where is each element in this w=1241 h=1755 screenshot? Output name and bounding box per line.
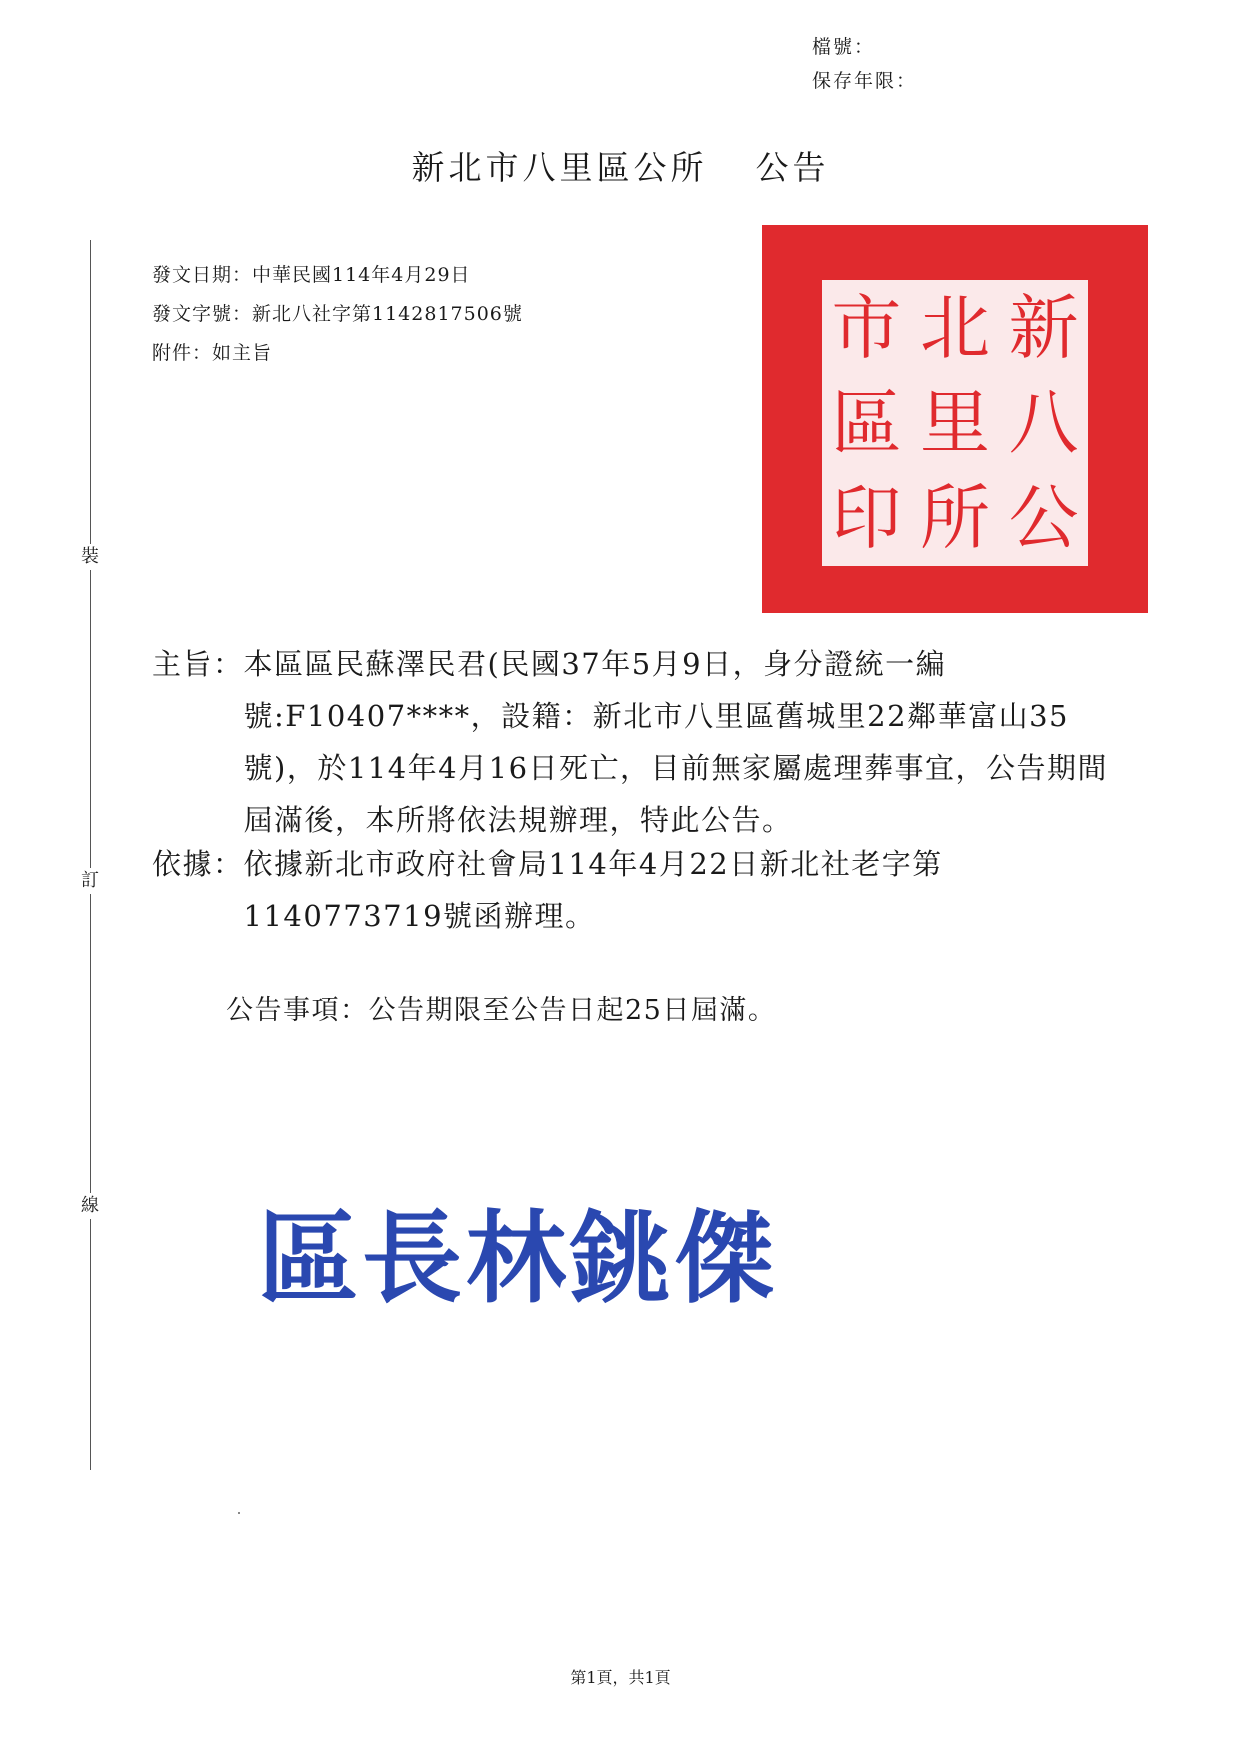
document-meta: [152, 256, 523, 373]
basis-text: 依據新北市政府社會局114年4月22日新北社老字第1140773719號函辦理。: [243, 847, 943, 933]
seal-char: 公: [1008, 477, 1079, 560]
subject-section: [152, 638, 1112, 846]
seal-inner: [822, 280, 1088, 566]
page-footer: 第1頁，共1頁: [570, 1668, 671, 1687]
notice-items: 公告事項：公告期限至公告日起25日屆滿。: [226, 995, 777, 1026]
basis-label: 依據：: [152, 847, 244, 881]
scan-speck: [238, 1512, 240, 1514]
seal-char: 所: [919, 477, 990, 560]
seal-char: 印: [831, 477, 902, 560]
file-number-row: [812, 30, 917, 64]
doc-type: 公告: [755, 148, 830, 187]
document-number: 發文字號：新北八社字第1142817506號: [152, 303, 523, 325]
seal-char: 市: [831, 286, 902, 369]
seal-char: 八: [1008, 381, 1079, 464]
official-seal: [762, 225, 1148, 613]
seal-char: 北: [919, 286, 990, 369]
subject-text: 本區區民蘇澤民君(民國37年5月9日，身分證統一編號:F10407****，設籍：新北市八里區舊城里22鄰華富山35號)，於114年4月16日死亡，目前無家屬處理葬事宜，公告期間屆滿後，本所將依法規辦理，特此公告。: [243, 647, 1109, 837]
binding-line: [90, 240, 91, 1470]
office-name: 新北市八里區公所: [411, 148, 708, 187]
archive-info: [812, 30, 917, 98]
basis-section: [152, 838, 1112, 942]
retention-row: [812, 64, 917, 98]
subject-label: 主旨：: [152, 647, 244, 681]
page-title: [0, 142, 1241, 189]
seal-char: 里: [919, 381, 990, 464]
seal-char: 區: [831, 381, 902, 464]
binding-mark-zhuang: 裝: [76, 544, 104, 570]
seal-char: 新: [1008, 286, 1079, 369]
signature-stamp: 區長林銚傑: [258, 1200, 778, 1317]
attachment: 附件：如主旨: [152, 342, 273, 364]
binding-mark-xian: 線: [76, 1193, 104, 1219]
retention-label: 保存年限：: [812, 70, 918, 92]
issue-date: 發文日期：中華民國114年4月29日: [152, 264, 471, 286]
binding-mark-ding: 訂: [76, 868, 104, 894]
file-number-label: 檔號：: [812, 36, 876, 58]
